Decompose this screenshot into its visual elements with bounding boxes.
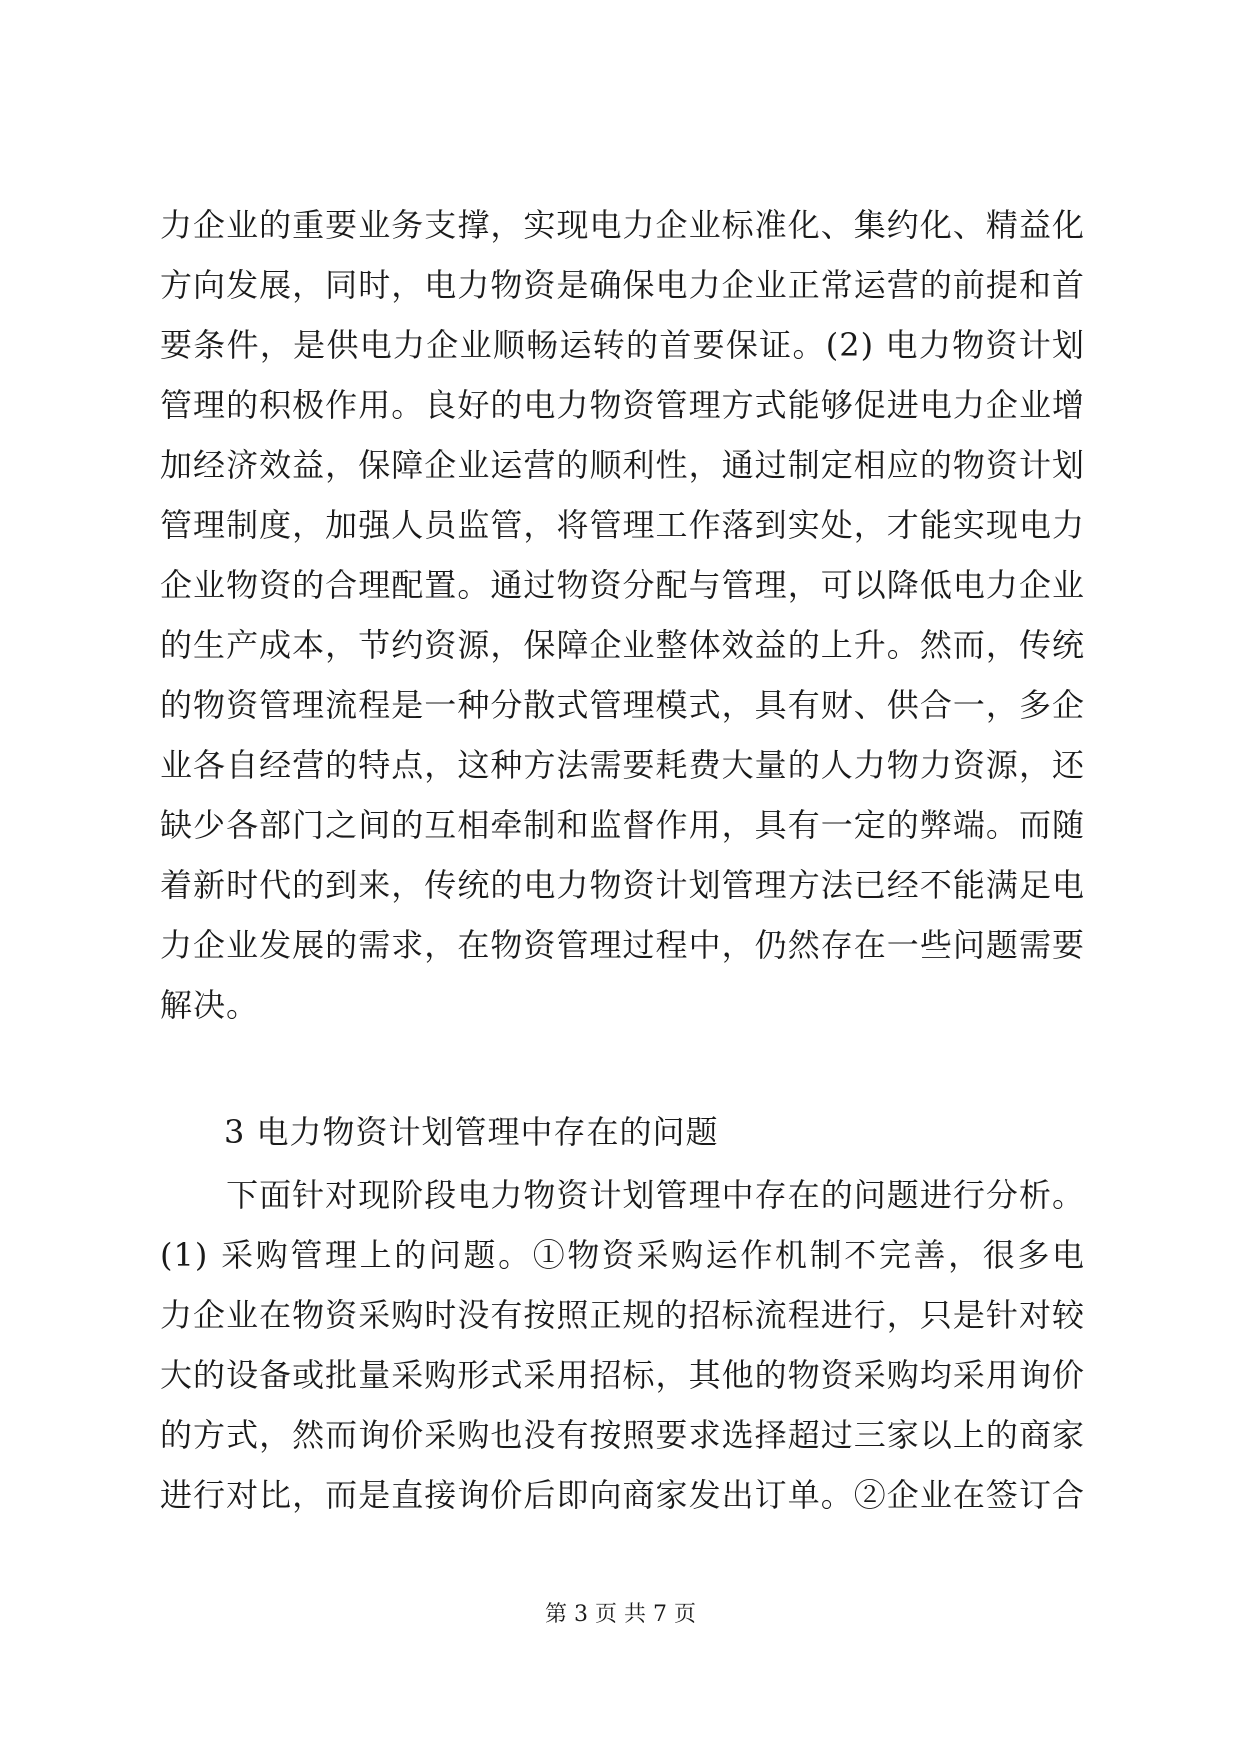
text-line: 的方式，然而询价采购也没有按照要求选择超过三家以上的商家 (160, 1416, 1085, 1454)
page-number: 第 3 页 共 7 页 (545, 1602, 696, 1627)
text-line: 力企业在物资采购时没有按照正规的招标流程进行，只是针对较 (160, 1296, 1085, 1334)
text-line: 大的设备或批量采购形式采用招标，其他的物资采购均采用询价 (160, 1356, 1085, 1394)
text-line: 方向发展，同时，电力物资是确保电力企业正常运营的前提和首 (160, 266, 1085, 304)
paragraph-1 (160, 195, 1085, 1035)
text-line: 下面针对现阶段电力物资计划管理中存在的问题进行分析。 (160, 1176, 1085, 1214)
text-line: 解决。 (160, 986, 260, 1024)
text-line: 的物资管理流程是一种分散式管理模式，具有财、供合一，多企 (160, 686, 1085, 724)
text-line: 业各自经营的特点，这种方法需要耗费大量的人力物力资源，还 (160, 746, 1085, 784)
paragraph-2 (160, 1165, 1085, 1525)
text-line: 缺少各部门之间的互相牵制和监督作用，具有一定的弊端。而随 (160, 806, 1085, 844)
text-line: 管理的积极作用。良好的电力物资管理方式能够促进电力企业增 (160, 386, 1085, 424)
text-line: 力企业的重要业务支撑，实现电力企业标准化、集约化、精益化 (160, 206, 1085, 244)
text-line: 的生产成本，节约资源，保障企业整体效益的上升。然而，传统 (160, 626, 1085, 664)
text-line: 力企业发展的需求，在物资管理过程中，仍然存在一些问题需要 (160, 926, 1085, 964)
text-line: 企业物资的合理配置。通过物资分配与管理，可以降低电力企业 (160, 566, 1085, 604)
section-heading: 3 电力物资计划管理中存在的问题 (224, 1113, 719, 1151)
page-footer (0, 1600, 1241, 1630)
text-line: (1) 采购管理上的问题。①物资采购运作机制不完善，很多电 (160, 1236, 1085, 1274)
text-line: 要条件，是供电力企业顺畅运转的首要保证。(2) 电力物资计划 (160, 326, 1085, 364)
text-line: 管理制度，加强人员监管，将管理工作落到实处，才能实现电力 (160, 506, 1085, 544)
text-line: 着新时代的到来，传统的电力物资计划管理方法已经不能满足电 (160, 866, 1085, 904)
text-line: 加经济效益，保障企业运营的顺利性，通过制定相应的物资计划 (160, 446, 1085, 484)
text-line: 进行对比，而是直接询价后即向商家发出订单。②企业在签订合 (160, 1476, 1085, 1514)
